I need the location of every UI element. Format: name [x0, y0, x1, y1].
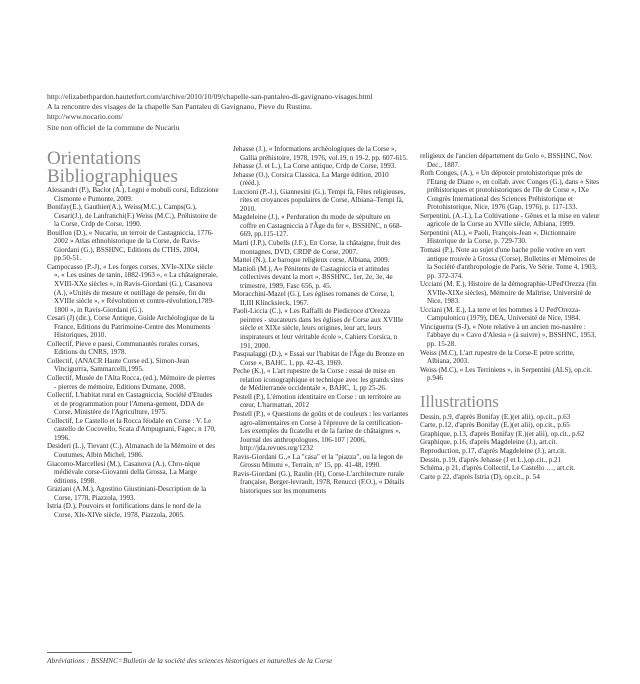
bibliography-entry: Bouillon (D.), « Nucariu, un terroir de Castagniccia, 1776-2002 » Atlas ethnohistorique de la Corse, de Ravis-Giordani (G.), BSSHNC, Editions du CTHS, 2004, pp.50-51.	[47, 228, 214, 263]
bibliography-entry: Cesari (J) (dir.), Corse Antique, Guide Archéologique de la France, Editions du Patrimoine-Centre des Monuments Historiques, 2010.	[47, 314, 215, 340]
bibliography-entry: Collectif, L'habitat rural en Castagniccia, Société d'Etudes et de programmation pour l'Amena-gement, DDA de Corse, Ministère de l'Agriculture, 1975.	[47, 391, 213, 417]
bibliography-entry: Giacomo-Marcellesi (M.), Casanova (A.), Chro-nique médiévale corse-Giovanni della Grossa, La Marge éditions, 1998.	[47, 459, 201, 485]
bibliography-column-2	[233, 145, 409, 495]
bibliography-entry: Moracchini-Mazel (G.), Les églises romanes de Corse, I, II,III Klincksieck, 1967.	[233, 290, 395, 307]
bibliography-entry: Pestell (P.), L'émotion identitaire en Corse : un territoire au cœur, L'harmattan, 2012	[233, 392, 401, 410]
bibliography-entry: Vinciguerra (S-J), « Note relative à un ancien mo-nastère : l'abbaye du « Cavo d'Alesia » (à suivre) », BSSHNC, 1953, pp. 15-28.	[420, 322, 597, 349]
abbreviations-note: Abréviations : BSSHNC=Bulletin de la société des sciences historiques et naturelles de la Corse	[47, 656, 333, 665]
bibliography-entry: Graziani (A.M.), Agostino Giustiniani-Description de la Corse, 1778, Piazzola, 1993.	[47, 485, 207, 502]
bibliography-entry: Luccioni (P.-J.), Giannesini (G.), Tempi fà, Fêtes religieuses, rites et croyances populaires de Corse, Albiana–Tempi fà, 2010.	[233, 187, 406, 213]
heading-line: Bibliographiques	[47, 166, 178, 187]
bibliography-entry: religieux de l'ancien département du Golo », BSSHNC, Nov. Dec., 1887.	[420, 152, 593, 169]
bibliography-entry: Paoli-Liccia (C.), « Les Raffalli de Piedicroce d'Orezza peintres - stucateurs dans les églises de Corse aux XVIIIe siècle et XIXe siècle, leurs origines, leur art, leurs inspirateurs et leur véritable école », Cahiers Corsica, n 191, 2000.	[233, 307, 404, 350]
footer	[47, 652, 607, 665]
bibliography-column-1	[47, 145, 219, 519]
bibliography-entry: Jehasse (O.), Corsica Classica, La Marge édition, 2010 (rééd.).	[233, 170, 389, 188]
bibliography-column-3	[420, 152, 600, 481]
bibliography-entry: Ravis-Giordani G.,« La "casa" et la "piazza", ou la legon de Grossu Minutu », Terrain, n° 15, pp. 41-48, 1990.	[233, 452, 403, 470]
illustration-credit: Graphique, p.16, d'après Magdeleine (J.), art.cit.	[420, 438, 558, 447]
section-heading	[47, 150, 219, 186]
bibliography-entry: Weiss (M.C), « Les Terriniens », in Serpentini (ALS), op.cit. p.946	[420, 365, 592, 383]
illustration-credit: Dessin, p.9, d'après Bonifay (E.)(et alii), op.cit., p.63	[420, 412, 571, 421]
illustration-credit: Reproduction, p.17, d'après Magdeleine (J.), art.cit.	[420, 446, 566, 455]
bibliography-list	[233, 145, 409, 495]
illustration-credit: Schéma, p 21, d'après Collectif, Le Castello …, art.cit.	[420, 464, 575, 473]
bibliography-entry: Desideri (L.), Tievant (C.), Almanach de la Mémoire et des Coutumes, Albin Michel, 1986.	[47, 442, 216, 459]
bibliography-entry: Ucciani (M. E.), Histoire de la démographie-UPed'Orezza (fin XVIIe-XIXe siècles), Mémoire de Maîtrise, Université de Nice, 1983.	[420, 280, 597, 306]
bibliography-entry: Collectif, Le Castello et la Rocca féodale en Corse : V. Le castello de Cocovello, Scata d'Ampugnani, Fagec, n 170, 1996.	[47, 416, 216, 442]
bibliography-entry: Peche (K.), « L'art rupestre de la Corse : essai de mise en relation iconographique et technique avec les grands sites de Méditerranée occidentale », BAHC, 1, pp 25-26.	[233, 367, 404, 393]
bibliography-entry: Campocasso (P.-J), « Les forges corses, XVIe-XIXe siècle », « Les usines de tanin, 1882-1963 », « La châtaigneraie, XVIII-XXe siècles », in Ravis-Giordani (G.), Casanova (A.), «Unités de mesure et outillage de pensée, fin du XVIIIe siècle », « Révolution et contre-révolution,1789-1800 », in Ravis-Giordani (G.).	[47, 262, 218, 314]
bibliography-entry: Weiss (M.C), L'art rupestre de la Corse-E petre scritte, Albiana, 2003.	[420, 348, 575, 366]
bibliography-entry: Magdeleine (J.), « Perduration du mode de sépulture en coffre en Castagniccia à l'Âge du fer », BSSHNC, n 668-669, pp.115-127.	[233, 213, 402, 239]
bibliography-list	[47, 186, 219, 519]
illustrations-list	[420, 413, 600, 481]
bibliography-entry: Alessandri (P.), Baclot (A.), Legni e mobuli corsi, Edizzione Cismonte e Pumonte, 2009.	[47, 186, 219, 203]
bibliography-entry: Tomasi (P.), Note au sujet d'une hache polie votive en vert antique trouvée à Grossa (Corse), Bulletins et Mémoires de la Société d'anthropologie de Paris, Ve Série. Tome 4, 1903, pp. 372-374.	[420, 246, 597, 280]
source-link-url[interactable]: http://www.nocario.com/	[47, 112, 123, 122]
bibliography-entry: Istria (D.), Pouvoirs et fortifications dans le nord de la Corse, XIe-XIVe siècle, 1978, Piazzola, 2005.	[47, 502, 201, 519]
bibliography-entry: Ravis-Giordani (G.), Raulin (H), Corse-L'architecture rurale française, Berger-levrault, 1978, Renucci (F.O.), « Détails historiques sur les monuments	[233, 469, 405, 495]
bibliography-entry: Roth Conges, (A.), « Un dépotoir protohistorique près de l'Etang de Diane », en collab. avec Conges (G.), dans « Sites préhistoriques et protohistoriques de l'île de Corse », IXe Congrès International des Sciences Préhistorique et Protohistorique, Nice, 1976 (Gap, 1976), p. 117-133.	[420, 169, 600, 212]
source-link-url[interactable]: http://elizabethpardon.hautetfort.com/archive/2010/10/09/chapelle-san-pantaleo-di-gavignano-visages.html	[47, 92, 373, 101]
heading-line: Orientations	[47, 148, 141, 169]
bibliography-entry: Marti (J.P.), Cubells (J.F.), En Corse, la châtaigne, fruit des montagnes, DVD, CRDP de Corse, 2007.	[233, 239, 401, 256]
illustration-credit: Graphique, p.13, d'après Bonifay (E.)(et alii), op.cit., p.62	[420, 429, 585, 438]
bibliography-entry: Serpentini, (A.-L), La Coltivatione - Gênes et la mise en valeur agricole de la Corse au XVIIe siècle, Albiana, 1999.	[420, 211, 600, 229]
bibliography-entry: Serpentini (AL), « Paoli, François-Jean », Dictionnaire Historique de la Corse, p. 729-730.	[420, 228, 576, 246]
bibliography-entry: Mattei (N.), Le baroque religieux corse, Albiana, 2009.	[233, 256, 390, 265]
illustration-credit: Dessin, p.19, d'après Jehasse (J et L.),op.cit., p.21	[420, 455, 562, 464]
bibliography-entry: Collectif, Pieve e paesi, Communautés rurales corses, Editions du CNRS, 1978.	[47, 339, 200, 357]
bibliography-entry: Collectif, (ANACR Haute Corse ed.), Simon-Jean Vincigurrra, Sammarcelli,1995.	[47, 356, 190, 374]
illustrations-heading: Illustrations	[420, 391, 499, 411]
footer-divider	[47, 652, 132, 653]
bibliography-entry: Pasqualaggi (D.), « Essai sur l'habitat de l'Âge du Bronze en Corse », BAHC, 1, pp. 42-43, 1969.	[233, 350, 405, 367]
bibliography-list	[420, 152, 600, 383]
bibliography-entry: Jehasse (J.), « Informations archéologiques de la Corse », Gallia préhistoire, 1978, 1976, vol.19, n 19-2, pp. 607-615.	[233, 145, 408, 162]
bibliography-entry: Pestell (P.), « Questions de goûts et de couleurs : les variantes agro-alimentaires en Corse à l'épreuve de la certification-Les exemples du ficatellu et de la farine de châtaignes », Journal des anthropologues, 106-107 | 2006, http://jda.revues.org/1232	[233, 409, 409, 453]
bibliography-entry: Collectif, Musée de l'Alta Rocca, (ed.), Mémoire de pierres - pierres de mémoire, Editions Dumane, 2008.	[47, 374, 216, 391]
source-link-description: A la rencontre des visages de la chapelle San Pantaleu di Gavignano, Pieve du Rustinu.	[47, 102, 312, 112]
illustration-credit: Carte, p.12, d'après Bonifay (E.)(et alii), op.cit., p.65	[420, 421, 570, 430]
bibliography-entry: Jehasse (J. et L.), La Corse antique, Crdp de Corse, 1993.	[233, 162, 397, 171]
bibliography-entry: Bonifay(E.), Gauthier(A.), Weiss(M.C.), Camps(G.), Cesari(J.), de Lanfranchi(F.) Weiss (M.C.), Préhistoire de la Corse, Crdp de Corse, 1990.	[47, 203, 217, 229]
bibliography-entry: Mattioli (M.), A« Pénitents de Castagniccia et attitudes collectives devant la mort », BSSHNC, 1er, 2e, 3e, 4e trimestre, 1989, Fasc 656, p. 45.	[233, 264, 393, 290]
illustration-credit: Carte p 22, d'après Istria (D), op.cit., p. 54	[420, 472, 540, 481]
source-link-description: Site non officiel de la commune de Nucariu	[47, 122, 180, 132]
bibliography-entry: Ucciani (M. E.), La terre et les hommes à U Ped'Orezza-Campulonicu (1979), DEA, Université de Nice, 1984.	[420, 305, 581, 323]
source-links	[47, 92, 607, 133]
